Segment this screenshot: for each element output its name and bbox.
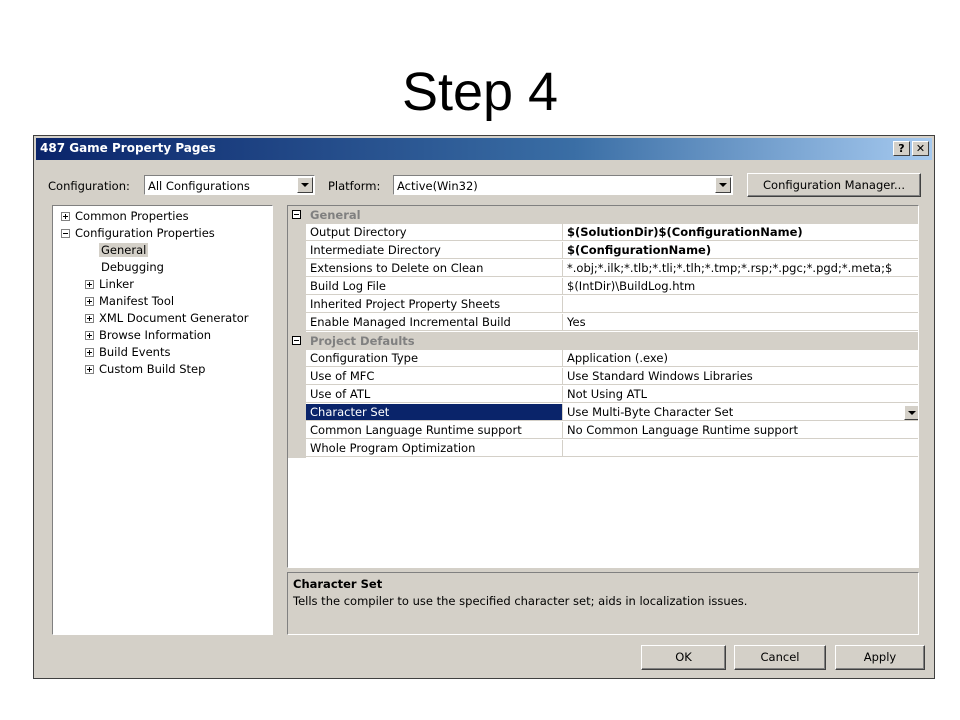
property-name: Inherited Project Property Sheets [306,296,563,313]
tree-item-general[interactable] [99,242,148,258]
property-name: Intermediate Directory [306,242,563,259]
property-name: Use of ATL [306,386,563,403]
tree-item-linker[interactable] [85,276,134,292]
tree-label: XML Document Generator [99,311,249,325]
collapse-minus-icon[interactable] [292,336,301,345]
chevron-down-icon[interactable] [297,177,313,193]
property-name: Extensions to Delete on Clean [306,260,563,277]
tree-label: Common Properties [75,209,189,223]
tree-label: Manifest Tool [99,294,175,308]
description-title: Character Set [293,577,383,591]
tree-item-configuration-properties[interactable] [61,225,215,241]
category-label: General [310,208,361,222]
platform-select[interactable] [393,175,733,195]
property-value[interactable]: Use Multi-Byte Character Set [563,404,919,421]
property-row[interactable] [288,260,919,278]
property-grid [287,205,919,568]
property-value[interactable]: Not Using ATL [563,386,919,403]
property-name: Output Directory [306,224,563,241]
tree-item-build-events[interactable] [85,344,170,360]
property-name: Whole Program Optimization [306,440,563,457]
tree-item-custom-build-step[interactable] [85,361,205,377]
tree-label: Linker [99,277,134,291]
expand-plus-icon[interactable] [61,212,70,221]
category-general[interactable] [288,206,919,224]
property-row[interactable] [288,296,919,314]
collapse-minus-icon[interactable] [292,210,301,219]
expand-plus-icon[interactable] [85,365,94,374]
category-label: Project Defaults [310,334,415,348]
tree-label: Build Events [99,345,171,359]
expand-plus-icon[interactable] [85,314,94,323]
platform-label: Platform: [328,179,381,193]
property-row[interactable] [288,314,919,332]
property-value[interactable]: $(IntDir)\BuildLog.htm [563,278,919,295]
property-row[interactable] [288,386,919,404]
property-row[interactable] [288,350,919,368]
expand-plus-icon[interactable] [85,280,94,289]
property-name: Common Language Runtime support [306,422,563,439]
category-project-defaults[interactable] [288,332,919,350]
property-value[interactable]: Use Standard Windows Libraries [563,368,919,385]
tree-label: General [101,243,147,257]
tree-item-common-properties[interactable] [61,208,189,224]
cancel-button[interactable]: Cancel [734,645,826,670]
property-pages-dialog [33,135,935,679]
chevron-down-icon[interactable] [904,405,919,420]
property-value[interactable] [563,296,919,313]
property-row[interactable] [288,440,919,458]
property-name: Build Log File [306,278,563,295]
property-value[interactable]: $(SolutionDir)$(ConfigurationName) [563,224,919,241]
property-value[interactable]: Application (.exe) [563,350,919,367]
tree-item-manifest-tool[interactable] [85,293,174,309]
close-button[interactable]: ✕ [912,141,929,156]
description-pane [287,572,919,635]
tree-label: Configuration Properties [75,226,215,240]
tree-item-xml-document-generator[interactable] [85,310,249,326]
property-name: Enable Managed Incremental Build [306,314,563,331]
description-text: Tells the compiler to use the specified character set; aids in localization issues. [293,594,748,608]
expand-plus-icon[interactable] [85,297,94,306]
property-row[interactable] [288,368,919,386]
expand-plus-icon[interactable] [85,331,94,340]
tree-label: Custom Build Step [99,362,206,376]
title-bar[interactable] [36,138,932,160]
chevron-down-icon[interactable] [715,177,731,193]
property-value[interactable]: Yes [563,314,919,331]
property-name: Use of MFC [306,368,563,385]
configuration-select[interactable] [144,175,315,195]
tree-item-browse-information[interactable] [85,327,211,343]
apply-button[interactable]: Apply [835,645,925,670]
property-value[interactable]: $(ConfigurationName) [563,242,919,259]
tree-item-debugging[interactable] [101,259,164,275]
help-button[interactable]: ? [893,141,910,156]
property-row[interactable] [288,242,919,260]
property-name: Configuration Type [306,350,563,367]
property-name: Character Set [306,404,563,421]
collapse-minus-icon[interactable] [61,229,70,238]
tree-label: Debugging [101,260,164,274]
tree-label: Browse Information [99,328,212,342]
property-row[interactable] [288,278,919,296]
configuration-label: Configuration: [48,179,130,193]
property-value[interactable]: No Common Language Runtime support [563,422,919,439]
property-tree [52,205,273,635]
property-row-selected[interactable] [288,404,919,422]
property-value[interactable] [563,440,919,457]
configuration-manager-button[interactable]: Configuration Manager... [747,173,921,197]
ok-button[interactable]: OK [641,645,726,670]
dialog-title: 487 Game Property Pages [40,141,216,155]
expand-plus-icon[interactable] [85,348,94,357]
property-value[interactable]: *.obj;*.ilk;*.tlb;*.tli;*.tlh;*.tmp;*.rsp;*.pgc;*.pgd;*.meta;$ [563,260,919,277]
slide-title: Step 4 [401,62,559,122]
property-row[interactable] [288,224,919,242]
property-row[interactable] [288,422,919,440]
platform-value: Active(Win32) [397,179,478,193]
configuration-value: All Configurations [148,179,250,193]
